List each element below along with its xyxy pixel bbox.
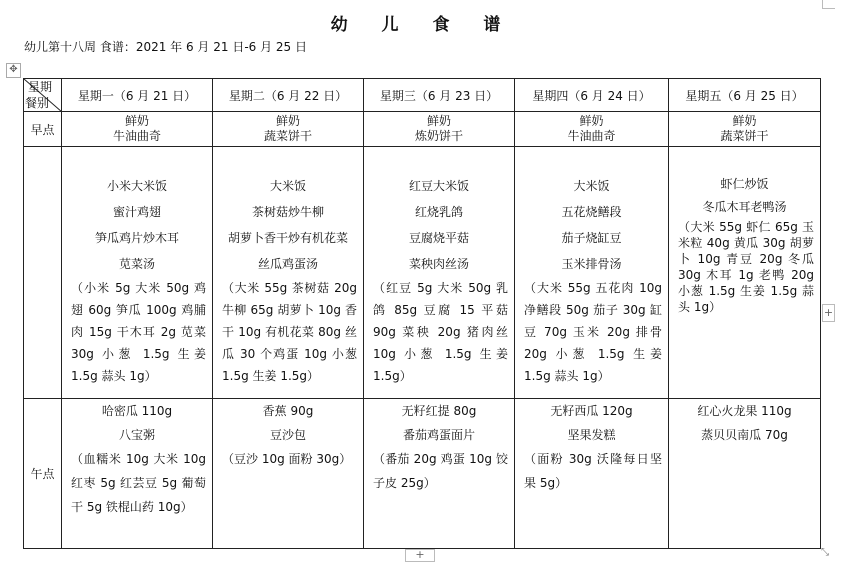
snack-item: 坚果发糕 — [567, 428, 616, 442]
snack-item: 哈密瓜 110g — [101, 404, 173, 418]
snack-item: 无籽西瓜 120g — [550, 404, 633, 418]
lunch-dish: 茄子烧缸豆 — [561, 231, 622, 245]
lunch-dish: 五花烧鳝段 — [561, 205, 622, 219]
page-corner-mark — [822, 0, 835, 9]
table-resize-icon[interactable]: ⤡ — [821, 547, 829, 558]
breakfast-item: 蔬菜饼干 — [720, 129, 769, 143]
snack-ingredients: （番茄 20g 鸡蛋 10g 饺子皮 25g） — [373, 452, 508, 490]
lunch-cell — [669, 147, 821, 399]
breakfast-item: 牛油曲奇 — [567, 129, 616, 143]
snack-row — [24, 399, 821, 549]
lunch-dish: 豆腐烧平菇 — [408, 231, 469, 245]
breakfast-item: 鲜奶 — [732, 114, 757, 128]
lunch-dish: 红烧乳鸽 — [414, 205, 463, 219]
snack-item: 无籽红提 80g — [401, 404, 477, 418]
snack-ingredients: （面粉 30g 沃隆每日坚果 5g） — [524, 452, 662, 490]
lunch-cell — [213, 147, 364, 399]
breakfast-cell — [62, 112, 213, 147]
snack-item: 八宝粥 — [118, 428, 155, 442]
corner-label-meal: 餐别 — [25, 96, 50, 110]
day-header: 星期一（6 月 21 日） — [62, 79, 213, 112]
breakfast-cell — [515, 112, 669, 147]
lunch-ingredients: （大米 55g 五花肉 10g 净鳝段 50g 茄子 30g 缸豆 70g 玉米 20g 排骨 20g 小葱 1.5g 生姜 1.5g 蒜头 1g） — [524, 281, 662, 383]
snack-item: 香蕉 90g — [262, 404, 314, 418]
day-header: 星期四（6 月 24 日） — [515, 79, 669, 112]
lunch-ingredients: （大米 55g 茶树菇 20g 牛柳 65g 胡萝卜 10g 香干 10g 有机花菜 80g 丝瓜 30 个鸡蛋 10g 小葱 1.5g 生姜 1.5g） — [222, 281, 357, 383]
lunch-dish: 茶树菇炒牛柳 — [251, 205, 324, 219]
day-header: 星期三（6 月 23 日） — [364, 79, 515, 112]
lunch-dish: 冬瓜木耳老鸭汤 — [702, 200, 787, 214]
snack-cell — [213, 399, 364, 549]
lunch-dish: 大米饭 — [573, 179, 610, 193]
header-row — [24, 79, 821, 112]
page-title: 幼 儿 食 谱 — [330, 15, 515, 35]
lunch-ingredients: （大米 55g 虾仁 65g 玉米粒 40g 黄瓜 30g 胡萝卜 10g 青豆 20g 冬瓜 30g 木耳 1g 老鸭 20g 小葱 1.5g 生姜 1.5g 蒜头 1g） — [678, 220, 814, 314]
lunch-cell — [515, 147, 669, 399]
table-move-icon[interactable]: ✥ — [6, 63, 21, 78]
snack-item: 蒸贝贝南瓜 70g — [701, 428, 788, 442]
lunch-dish: 小米大米饭 — [106, 179, 167, 193]
lunch-row — [24, 147, 821, 399]
day-header: 星期五（6 月 25 日） — [669, 79, 821, 112]
breakfast-item: 鲜奶 — [275, 114, 300, 128]
lunch-dish: 虾仁炒饭 — [720, 177, 769, 191]
breakfast-cell — [669, 112, 821, 147]
breakfast-item: 牛油曲奇 — [112, 129, 161, 143]
lunch-cell — [62, 147, 213, 399]
snack-item: 番茄鸡蛋面片 — [402, 428, 475, 442]
snack-item: 豆沙包 — [269, 428, 306, 442]
lunch-ingredients: （小米 5g 大米 50g 鸡翅 60g 笋瓜 100g 鸡脯肉 15g 干木耳 2g 苋菜 30g 小葱 1.5g 生姜 1.5g 蒜头 1g） — [71, 281, 206, 383]
breakfast-item: 鲜奶 — [426, 114, 451, 128]
breakfast-item: 鲜奶 — [579, 114, 604, 128]
lunch-dish: 玉米排骨汤 — [561, 257, 622, 271]
row-label-breakfast: 早点 — [24, 112, 62, 147]
lunch-dish: 菜秧肉丝汤 — [408, 257, 469, 271]
lunch-dish: 胡萝卜香干炒有机花菜 — [227, 231, 348, 245]
day-header: 星期二（6 月 22 日） — [213, 79, 364, 112]
snack-cell — [62, 399, 213, 549]
lunch-dish: 丝瓜鸡蛋汤 — [257, 257, 318, 271]
subtitle: 幼儿第十八周 食谱：2021 年 6 月 21 日-6 月 25 日 — [24, 40, 308, 54]
snack-cell — [515, 399, 669, 549]
row-label-snack: 午点 — [24, 399, 62, 549]
lunch-cell — [364, 147, 515, 399]
lunch-dish: 大米饭 — [269, 179, 306, 193]
add-column-plus-icon[interactable]: + — [822, 304, 835, 322]
breakfast-cell — [364, 112, 515, 147]
row-label-lunch — [24, 147, 62, 399]
breakfast-row — [24, 112, 821, 147]
breakfast-item: 炼奶饼干 — [414, 129, 463, 143]
breakfast-item: 鲜奶 — [124, 114, 149, 128]
snack-cell — [364, 399, 515, 549]
breakfast-cell — [213, 112, 364, 147]
lunch-dish: 蜜汁鸡翅 — [112, 205, 161, 219]
snack-ingredients: （豆沙 10g 面粉 30g） — [222, 452, 352, 466]
lunch-ingredients: （红豆 5g 大米 50g 乳鸽 85g 豆腐 15 平菇 90g 菜秧 20g 猪肉丝 10g 小葱 1.5g 生姜 1.5g） — [373, 281, 508, 383]
add-row-plus-icon[interactable]: + — [405, 549, 435, 562]
lunch-dish: 红豆大米饭 — [408, 179, 469, 193]
menu-table — [23, 78, 821, 549]
snack-ingredients: （血糯米 10g 大米 10g 红枣 5g 红芸豆 5g 葡萄干 5g 铁棍山药 10g） — [71, 452, 206, 514]
corner-label-weekday: 星期 — [28, 80, 53, 94]
breakfast-item: 蔬菜饼干 — [263, 129, 312, 143]
snack-item: 红心火龙果 110g — [697, 404, 792, 418]
lunch-dish: 苋菜汤 — [118, 257, 155, 271]
snack-cell — [669, 399, 821, 549]
lunch-dish: 笋瓜鸡片炒木耳 — [94, 231, 179, 245]
corner-cell — [24, 79, 62, 112]
